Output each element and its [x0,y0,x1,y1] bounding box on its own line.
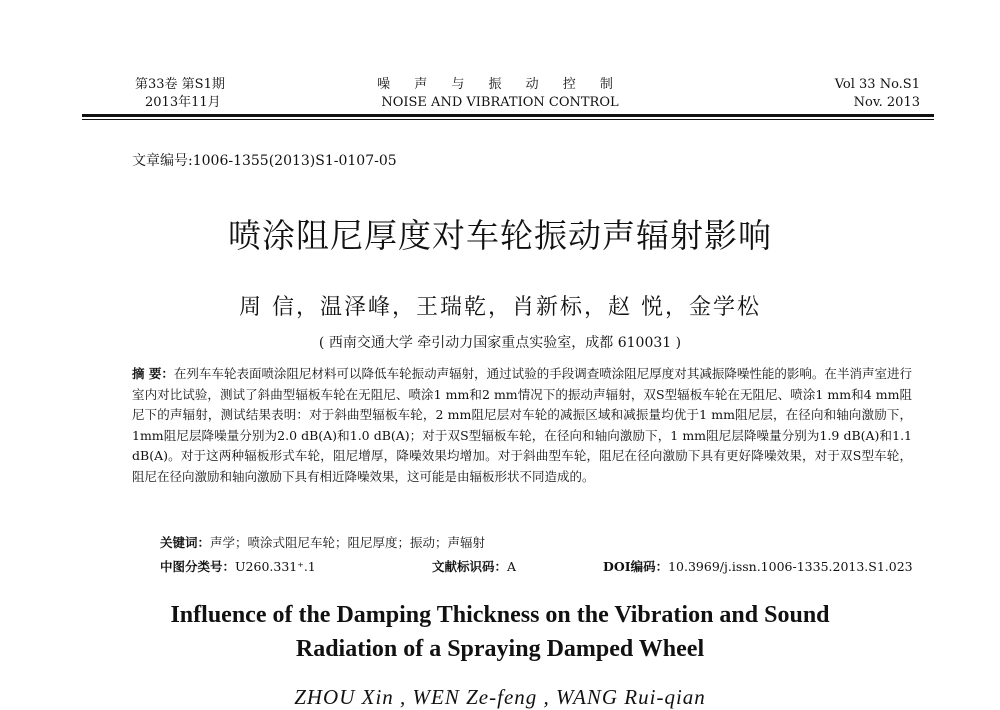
doi-value: 10.3969/j.issn.1006-1335.2013.S1.023 [668,559,913,574]
header-volume-cn: 第33卷 第S1期 [135,77,225,92]
title-cn: 喷涂阻尼厚度对车轮振动声辐射影响 [228,216,772,255]
header-issue-block [835,76,920,112]
header-journal-en: NOISE AND VIBRATION CONTROL [381,95,619,110]
abstract-text: 在列车车轮表面喷涂阻尼材料可以降低车轮振动声辐射，通过试验的手段调查喷涂阻尼厚度对其减振降噪性能的影响。在半消声室进行室内对比试验，测试了斜曲型辐板车轮在无阻尼、喷涂1 mm和2 mm情况下的振动声辐射，双S型辐板车轮在无阻尼、喷涂1 mm和4 mm阻尼下的声辐射，测试结果表明：对于斜曲型辐板车轮，2 mm阻尼层对车轮的减振区域和减振量均优于1 mm阻尼层，在径向和轴向激励下，1mm阻尼层降噪量分别为2.0 dB(A)和1.0 dB(A)；对于双S型辐板车轮，在径向和轴向激励下，1 mm阻尼层降噪量分别为1.9 dB(A)和1.1 dB(A)。对于这两种辐板形式车轮，阻尼增厚，降噪效果均增加。对于斜曲型车轮，阻尼在径向激励下具有更好降噪效果，对于双S型车轮，阻尼在径向激励和轴向激励下具有相近降噪效果，这可能是由辐板形状不同造成的。 [132,366,912,484]
header-journal-cn: 噪 声 与 振 动 控 制 [377,77,623,92]
header-volume-en: Vol 33 No.S1 [834,77,920,92]
keywords-label: 关键词： [160,535,211,550]
doi [603,557,913,575]
title-en-line2: Radiation of a Spraying Damped Wheel [295,636,705,662]
authors-cn: 周 信，温泽峰，王瑞乾，肖新标，赵 悦，金学松 [239,295,761,320]
clc-value: U260.331⁺.1 [235,559,316,574]
affiliation-cn: ( 西南交通大学 牵引动力国家重点实验室，成都 610031 ) [318,335,682,351]
abstract [132,364,912,487]
header-rule-thin [82,119,934,120]
header-date-en: Nov. 2013 [853,95,920,110]
abstract-label: 摘 要： [132,366,174,381]
doi-label: DOI编码： [603,559,669,574]
doc-code-value: A [507,559,517,574]
keywords [160,533,485,551]
keywords-text: 声学；喷涂式阻尼车轮；阻尼厚度；振动；声辐射 [210,535,486,550]
header-date-cn: 2013年11月 [145,95,221,110]
document-code [432,557,516,575]
title-en-line1: Influence of the Damping Thickness on the Vibration and Sound [170,602,830,628]
doc-code-label: 文献标识码： [432,559,508,574]
title-en [0,598,1000,666]
authors-en: ZHOU Xin , WEN Ze-feng , WANG Rui-qian [294,685,706,709]
clc-number [160,557,316,575]
article-number: 文章编号:1006-1355(2013)S1-0107-05 [132,153,397,169]
clc-label: 中图分类号： [160,559,236,574]
header-rule-thick [82,114,934,117]
